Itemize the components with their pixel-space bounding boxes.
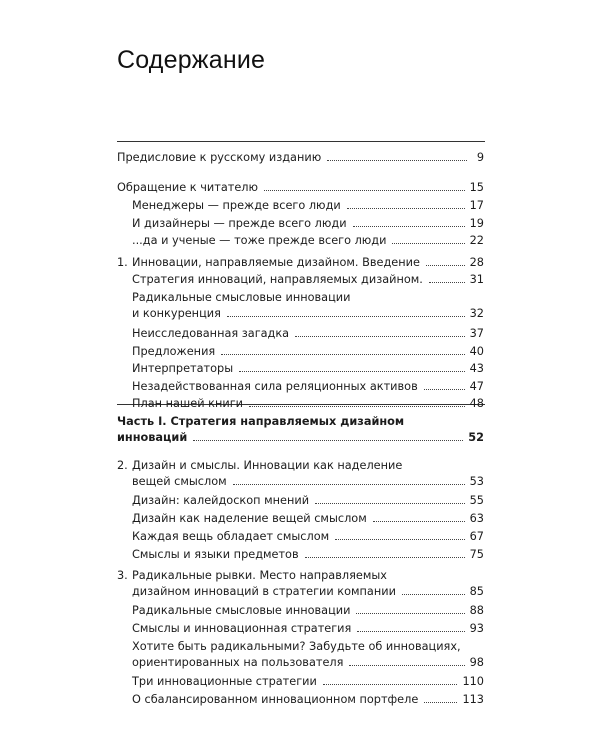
toc-entry-title: дизайном инноваций в стратегии компании [132, 585, 396, 598]
dot-leader [429, 282, 465, 283]
toc-page-number: 93 [469, 622, 484, 635]
toc-page-number: 53 [469, 475, 484, 488]
toc-page-number: 37 [469, 327, 484, 340]
toc-entry-title-line1: Радикальные смысловые инновации [132, 291, 351, 304]
toc-entry-balanced-portfolio[interactable] [132, 692, 484, 708]
toc-entry-plan-of-our-book[interactable] [132, 396, 484, 412]
toc-entry-chapter-1[interactable] [117, 255, 484, 271]
toc-entry-radical-meaning[interactable] [132, 290, 484, 322]
toc-entry-mystery[interactable] [132, 326, 484, 342]
toc-page-number: 22 [469, 234, 484, 247]
chapter-title-line1: Дизайн и смыслы. Инновации как наделение [132, 459, 403, 472]
toc-entry-part-1[interactable] [117, 414, 484, 446]
toc-entry-title: Стратегия инноваций, направляемых дизайном. [132, 273, 423, 286]
toc-entry-title-line1: Часть I. Стратегия направляемых дизайном [117, 415, 405, 428]
toc-entry-title: Неисследованная загадка [132, 327, 290, 340]
toc-entry-title: Интерпретаторы [132, 362, 234, 375]
toc-entry-title: Инновации, направляемые дизайном. Введение [132, 256, 420, 269]
toc-entry-chapter-2[interactable] [117, 458, 484, 490]
toc-page-number: 47 [469, 380, 484, 393]
chapter-number: 3. [117, 569, 128, 582]
toc-page-number: 15 [469, 181, 484, 194]
toc-entry-title: Каждая вещь обладает смыслом [132, 530, 330, 543]
dot-leader [327, 160, 467, 161]
toc-page-number: 113 [462, 693, 484, 706]
toc-page-number: 32 [469, 307, 484, 320]
toc-entry-every-thing[interactable] [132, 529, 484, 545]
toc-entry-designers[interactable] [132, 216, 484, 232]
toc-entry-title: И дизайнеры — прежде всего люди [132, 217, 347, 230]
toc-entry-interpreters[interactable] [132, 361, 484, 377]
dot-leader [402, 594, 465, 595]
toc-entry-strategy[interactable] [132, 272, 484, 288]
dot-leader [392, 243, 464, 244]
toc-entry-title: Три инновационные стратегии [132, 675, 317, 688]
dot-leader [295, 336, 465, 337]
toc-entry-title: ...да и ученые — тоже прежде всего люди [132, 234, 387, 247]
toc-page-number: 48 [469, 397, 484, 410]
toc-entry-title: Предисловие к русскому изданию [117, 151, 322, 164]
toc-page-number: 31 [469, 273, 484, 286]
dot-leader [335, 539, 464, 540]
toc-page-number: 17 [469, 199, 484, 212]
toc-page-number: 67 [469, 530, 484, 543]
dot-leader [233, 484, 465, 485]
toc-entry-languages[interactable] [132, 547, 484, 563]
toc-entry-kaleidoscope[interactable] [132, 493, 484, 509]
toc-entry-meaning-strategy[interactable] [132, 621, 484, 637]
chapter-number: 2. [117, 459, 128, 472]
toc-entry-title: План нашей книги [132, 397, 243, 410]
toc-entry-design-meaning[interactable] [132, 511, 484, 527]
toc-page-number: 28 [469, 256, 484, 269]
dot-leader [356, 613, 464, 614]
toc-page-number: 55 [469, 494, 484, 507]
toc-page-number: 110 [462, 675, 484, 688]
toc-entry-managers[interactable] [132, 198, 484, 214]
toc-page-number: 85 [469, 585, 484, 598]
toc-entry-be-radical[interactable] [132, 639, 484, 671]
toc-entry-title: Обращение к читателю [117, 181, 259, 194]
dot-leader [424, 702, 457, 703]
dot-leader [353, 226, 465, 227]
toc-entry-title-line1: Хотите быть радикальными? Забудьте об инновациях, [132, 640, 461, 653]
dot-leader [373, 521, 465, 522]
toc-entry-title: и конкуренция [132, 307, 221, 320]
toc-entry-title: Смыслы и инновационная стратегия [132, 622, 352, 635]
dot-leader [221, 354, 464, 355]
dot-leader [349, 665, 464, 666]
toc-page-number: 63 [469, 512, 484, 525]
dot-leader [315, 503, 465, 504]
toc-entry-chapter-3[interactable] [117, 568, 484, 600]
toc-entry-scientists[interactable] [132, 233, 484, 249]
dot-leader [193, 440, 463, 441]
toc-entry-address[interactable] [117, 180, 484, 196]
toc-page-number: 75 [469, 548, 484, 561]
toc-entry-title: Предложения [132, 345, 216, 358]
chapter-title-line1: Радикальные рывки. Место направляемых [132, 569, 387, 582]
toc-page-number: 19 [469, 217, 484, 230]
dot-leader [424, 389, 465, 390]
toc-entry-title: Незадействованная сила реляционных активов [132, 380, 418, 393]
dot-leader [323, 684, 458, 685]
chapter-number: 1. [117, 256, 128, 269]
toc-entry-title: Смыслы и языки предметов [132, 548, 299, 561]
toc-entry-relational-assets[interactable] [132, 379, 484, 395]
dot-leader [347, 208, 465, 209]
toc-entry-title: Дизайн как наделение вещей смыслом [132, 512, 367, 525]
toc-entry-radical-innovations[interactable] [132, 603, 484, 619]
toc-entry-title: Менеджеры — прежде всего люди [132, 199, 341, 212]
toc-entry-preface[interactable] [117, 150, 484, 166]
toc-entry-three-strategies[interactable] [132, 674, 484, 690]
toc-page-number: 40 [469, 345, 484, 358]
dot-leader [264, 190, 465, 191]
toc-page-number: 52 [468, 431, 484, 444]
page-title: Содержание [117, 46, 266, 74]
dot-leader [227, 316, 465, 317]
toc-page-number: 43 [469, 362, 484, 375]
toc-entry-title: инноваций [117, 431, 188, 444]
toc-page-number: 88 [469, 604, 484, 617]
toc-entry-title: Дизайн: калейдоскоп мнений [132, 494, 310, 507]
toc-entry-title-line1 [117, 568, 484, 584]
dot-leader [239, 371, 464, 372]
toc-entry-proposals[interactable] [132, 344, 484, 360]
dot-leader [357, 631, 464, 632]
toc-page-number: 98 [469, 656, 484, 669]
toc-entry-title: ориентированных на пользователя [132, 656, 344, 669]
toc-entry-title: Радикальные смысловые инновации [132, 604, 351, 617]
toc-entry-title: вещей смыслом [132, 475, 227, 488]
toc-entry-title-line1 [117, 458, 484, 474]
dot-leader [249, 406, 465, 407]
dot-leader [305, 557, 465, 558]
toc-page-number: 9 [476, 151, 484, 164]
dot-leader [426, 265, 465, 266]
toc-entry-title: О сбалансированном инновационном портфеле [132, 693, 419, 706]
